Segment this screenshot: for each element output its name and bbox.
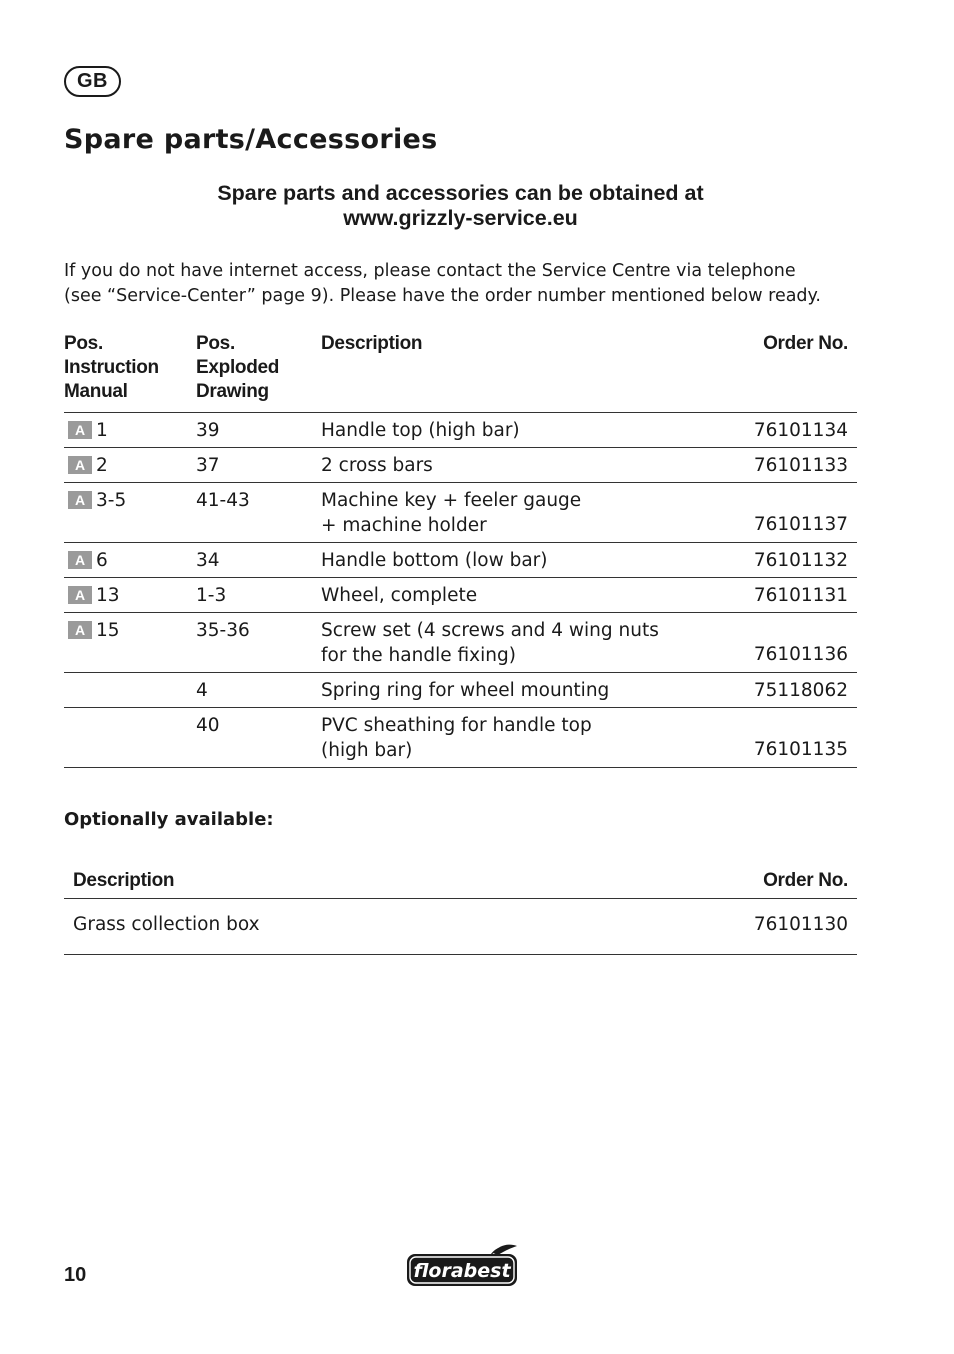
- pos-manual-cell: [64, 548, 108, 573]
- description-line: + machine holder: [321, 515, 487, 536]
- brand-text: florabest: [413, 1260, 511, 1282]
- description: [321, 678, 609, 703]
- pos-manual: 15: [96, 620, 120, 641]
- section-a-badge: A: [68, 421, 92, 439]
- order-no: 75118062: [753, 680, 848, 701]
- section-a-badge: A: [68, 621, 92, 639]
- header-pos-manual: [64, 332, 159, 404]
- order-no: 76101135: [753, 739, 848, 760]
- order-no: 76101134: [753, 420, 848, 441]
- header-text: Pos.: [64, 333, 103, 354]
- intro-line-2: (see “Service-Center” page 9). Please have the order number mentioned below ready.: [64, 286, 821, 306]
- description-line: Wheel, complete: [321, 585, 478, 606]
- page-title: Spare parts/Accessories: [64, 124, 438, 155]
- pos-manual-cell: [64, 418, 108, 443]
- header-description: Description: [73, 870, 175, 891]
- header-order-no: Order No.: [763, 870, 848, 891]
- pos-drawing: 1-3: [196, 585, 227, 606]
- section-a-badge: A: [68, 456, 92, 474]
- pos-manual: 13: [96, 585, 120, 606]
- pos-drawing: 34: [196, 550, 220, 571]
- table-row: [64, 448, 857, 483]
- order-no: 76101131: [753, 585, 848, 606]
- pos-drawing: 40: [196, 715, 220, 736]
- pos-drawing: 41-43: [196, 490, 250, 511]
- description-line: Handle bottom (low bar): [321, 550, 548, 571]
- header-pos-drawing: [196, 332, 279, 404]
- description-line: Handle top (high bar): [321, 420, 520, 441]
- order-no: 76101137: [753, 514, 848, 535]
- description: [321, 418, 520, 443]
- description: [321, 583, 477, 608]
- header-text: Drawing: [196, 381, 269, 402]
- description: Grass collection box: [73, 914, 260, 935]
- order-no: 76101132: [753, 550, 848, 571]
- description-line: Machine key + feeler gauge: [321, 490, 582, 511]
- optional-heading: Optionally available:: [64, 809, 274, 830]
- order-no: 76101130: [753, 914, 848, 935]
- description-line: Spring ring for wheel mounting: [321, 680, 610, 701]
- header-text: Pos.: [196, 333, 235, 354]
- header-text: Manual: [64, 381, 128, 402]
- page-number: 10: [64, 1264, 87, 1286]
- table-row: [64, 413, 857, 448]
- florabest-logo: [405, 1244, 520, 1290]
- intro-paragraph: [64, 259, 864, 309]
- subheading-line-1: Spare parts and accessories can be obtained at: [217, 181, 704, 205]
- header-description: Description: [321, 333, 423, 354]
- description-line: (high bar): [321, 740, 413, 761]
- header-text: Instruction: [64, 357, 159, 378]
- optional-table: [64, 868, 857, 955]
- table-row: [64, 613, 857, 673]
- order-no: 76101133: [753, 455, 848, 476]
- description: [321, 453, 433, 478]
- pos-manual: 6: [96, 550, 108, 571]
- pos-manual: 2: [96, 455, 108, 476]
- subheading: [64, 181, 857, 231]
- intro-line-1: If you do not have internet access, please contact the Service Centre via telephone: [64, 261, 796, 281]
- pos-manual-cell: [64, 453, 108, 478]
- description: [321, 618, 659, 668]
- table-row: [64, 578, 857, 613]
- spare-parts-table: [64, 332, 857, 768]
- language-badge: GB: [64, 66, 121, 97]
- table-row: [64, 708, 857, 768]
- table-row: [64, 673, 857, 708]
- header-text: Exploded: [196, 357, 280, 378]
- section-a-badge: A: [68, 491, 92, 509]
- description: [321, 488, 581, 538]
- pos-manual: 3-5: [96, 490, 127, 511]
- pos-manual-cell: [64, 618, 120, 643]
- pos-manual: 1: [96, 420, 108, 441]
- pos-drawing: 37: [196, 455, 220, 476]
- pos-drawing: 35-36: [196, 620, 250, 641]
- pos-manual-cell: [64, 488, 126, 513]
- table-header: [64, 332, 857, 413]
- order-no: 76101136: [753, 644, 848, 665]
- pos-drawing: 4: [196, 680, 208, 701]
- description: [321, 713, 592, 763]
- header-order-no: Order No.: [763, 333, 848, 354]
- description-line: Screw set (4 screws and 4 wing nuts: [321, 620, 659, 641]
- description-line: 2 cross bars: [321, 455, 433, 476]
- table-row: [64, 899, 857, 955]
- description: [321, 548, 548, 573]
- service-url-link[interactable]: www.grizzly-service.eu: [343, 206, 578, 230]
- pos-drawing: 39: [196, 420, 220, 441]
- description-line: PVC sheathing for handle top: [321, 715, 592, 736]
- section-a-badge: A: [68, 551, 92, 569]
- pos-manual-cell: [64, 583, 120, 608]
- table-row: [64, 543, 857, 578]
- section-a-badge: A: [68, 586, 92, 604]
- description-line: for the handle fixing): [321, 645, 516, 666]
- table-row: [64, 483, 857, 543]
- optional-table-header: [64, 868, 857, 899]
